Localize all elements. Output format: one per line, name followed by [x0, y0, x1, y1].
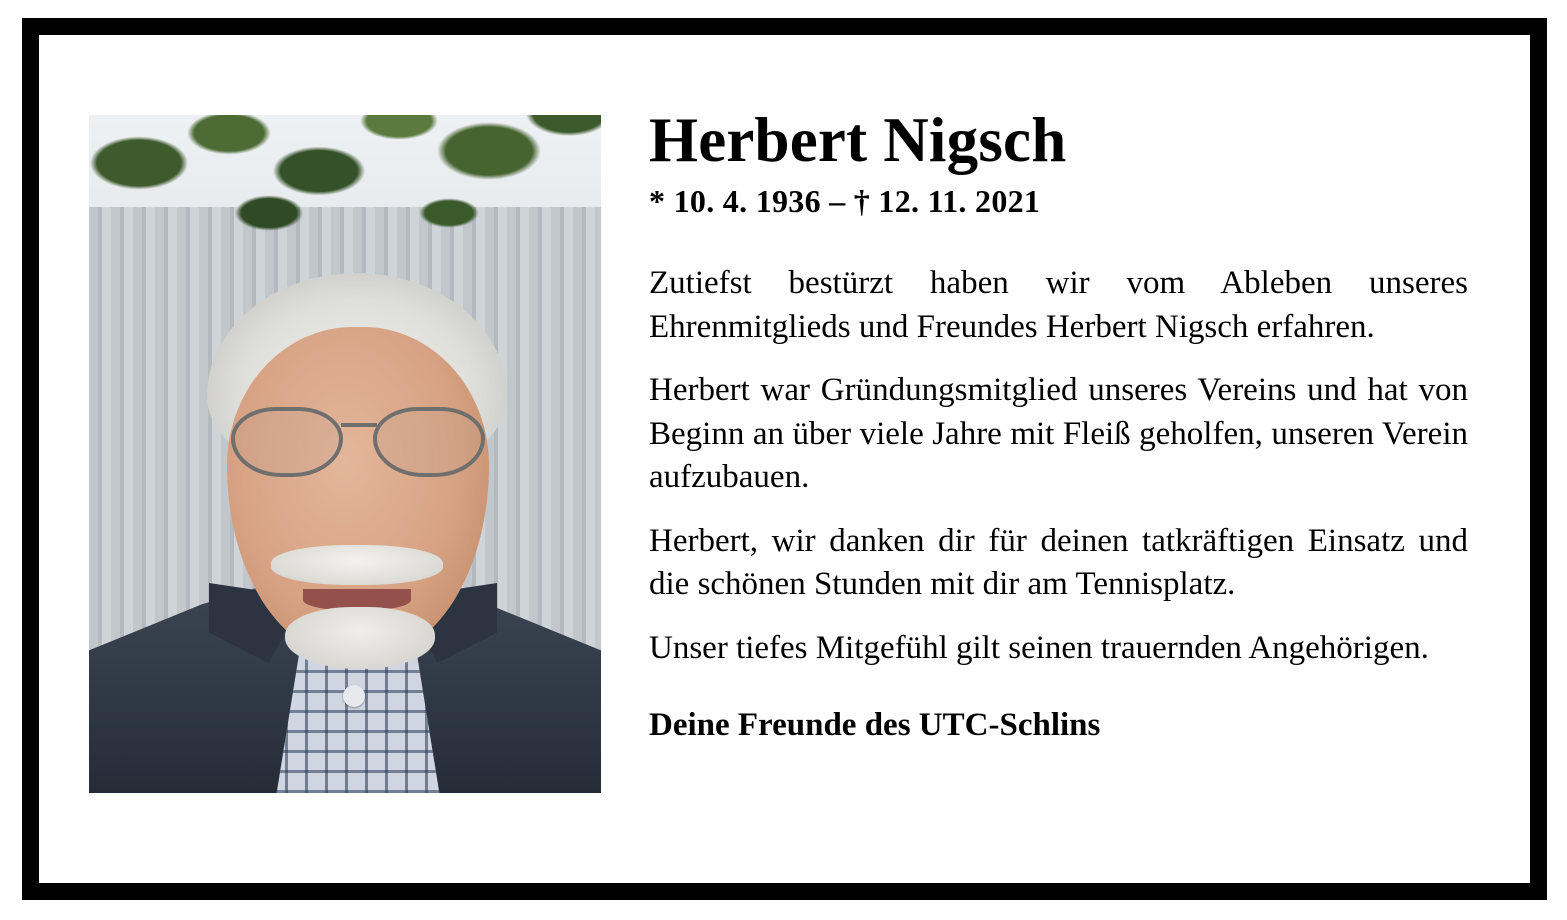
photo-eyeglasses	[229, 407, 487, 473]
deceased-portrait-photo	[89, 115, 601, 793]
memorial-paragraph: Zutiefst bestürzt haben wir vom Ableben unseres Ehrenmitglieds und Freundes Herbert Nigsch erfahren.	[649, 265, 1468, 345]
photo-chin-beard	[285, 607, 435, 669]
photo-foliage	[89, 115, 601, 283]
obituary-notice-card	[22, 18, 1547, 900]
photo-glasses-bridge	[341, 423, 377, 427]
birth-death-dates: * 10. 4. 1936 – † 12. 11. 2021	[649, 183, 1041, 220]
deceased-name: Herbert Nigsch	[649, 105, 1067, 175]
photo-lens-left	[231, 407, 343, 477]
photo-mustache	[271, 545, 443, 585]
memorial-paragraph: Herbert, wir danken dir für deinen tatkräftigen Einsatz und die schönen Stunden mit dir am Tennisplatz.	[649, 522, 1468, 603]
photo-jacket-button	[343, 685, 365, 707]
text-column	[601, 35, 1530, 744]
signature-line: Deine Freunde des UTC-Schlins	[649, 706, 1101, 743]
photo-lens-right	[373, 407, 485, 477]
memorial-paragraph: Herbert war Gründungsmitglied unseres Vereins und hat von Beginn an über viele Jahre mit Fleiß geholfen, unseren Verein aufzubauen.	[649, 372, 1468, 496]
memorial-paragraph: Unser tiefes Mitgefühl gilt seinen trauernden Angehörigen.	[649, 629, 1429, 666]
portrait-column	[39, 35, 601, 793]
